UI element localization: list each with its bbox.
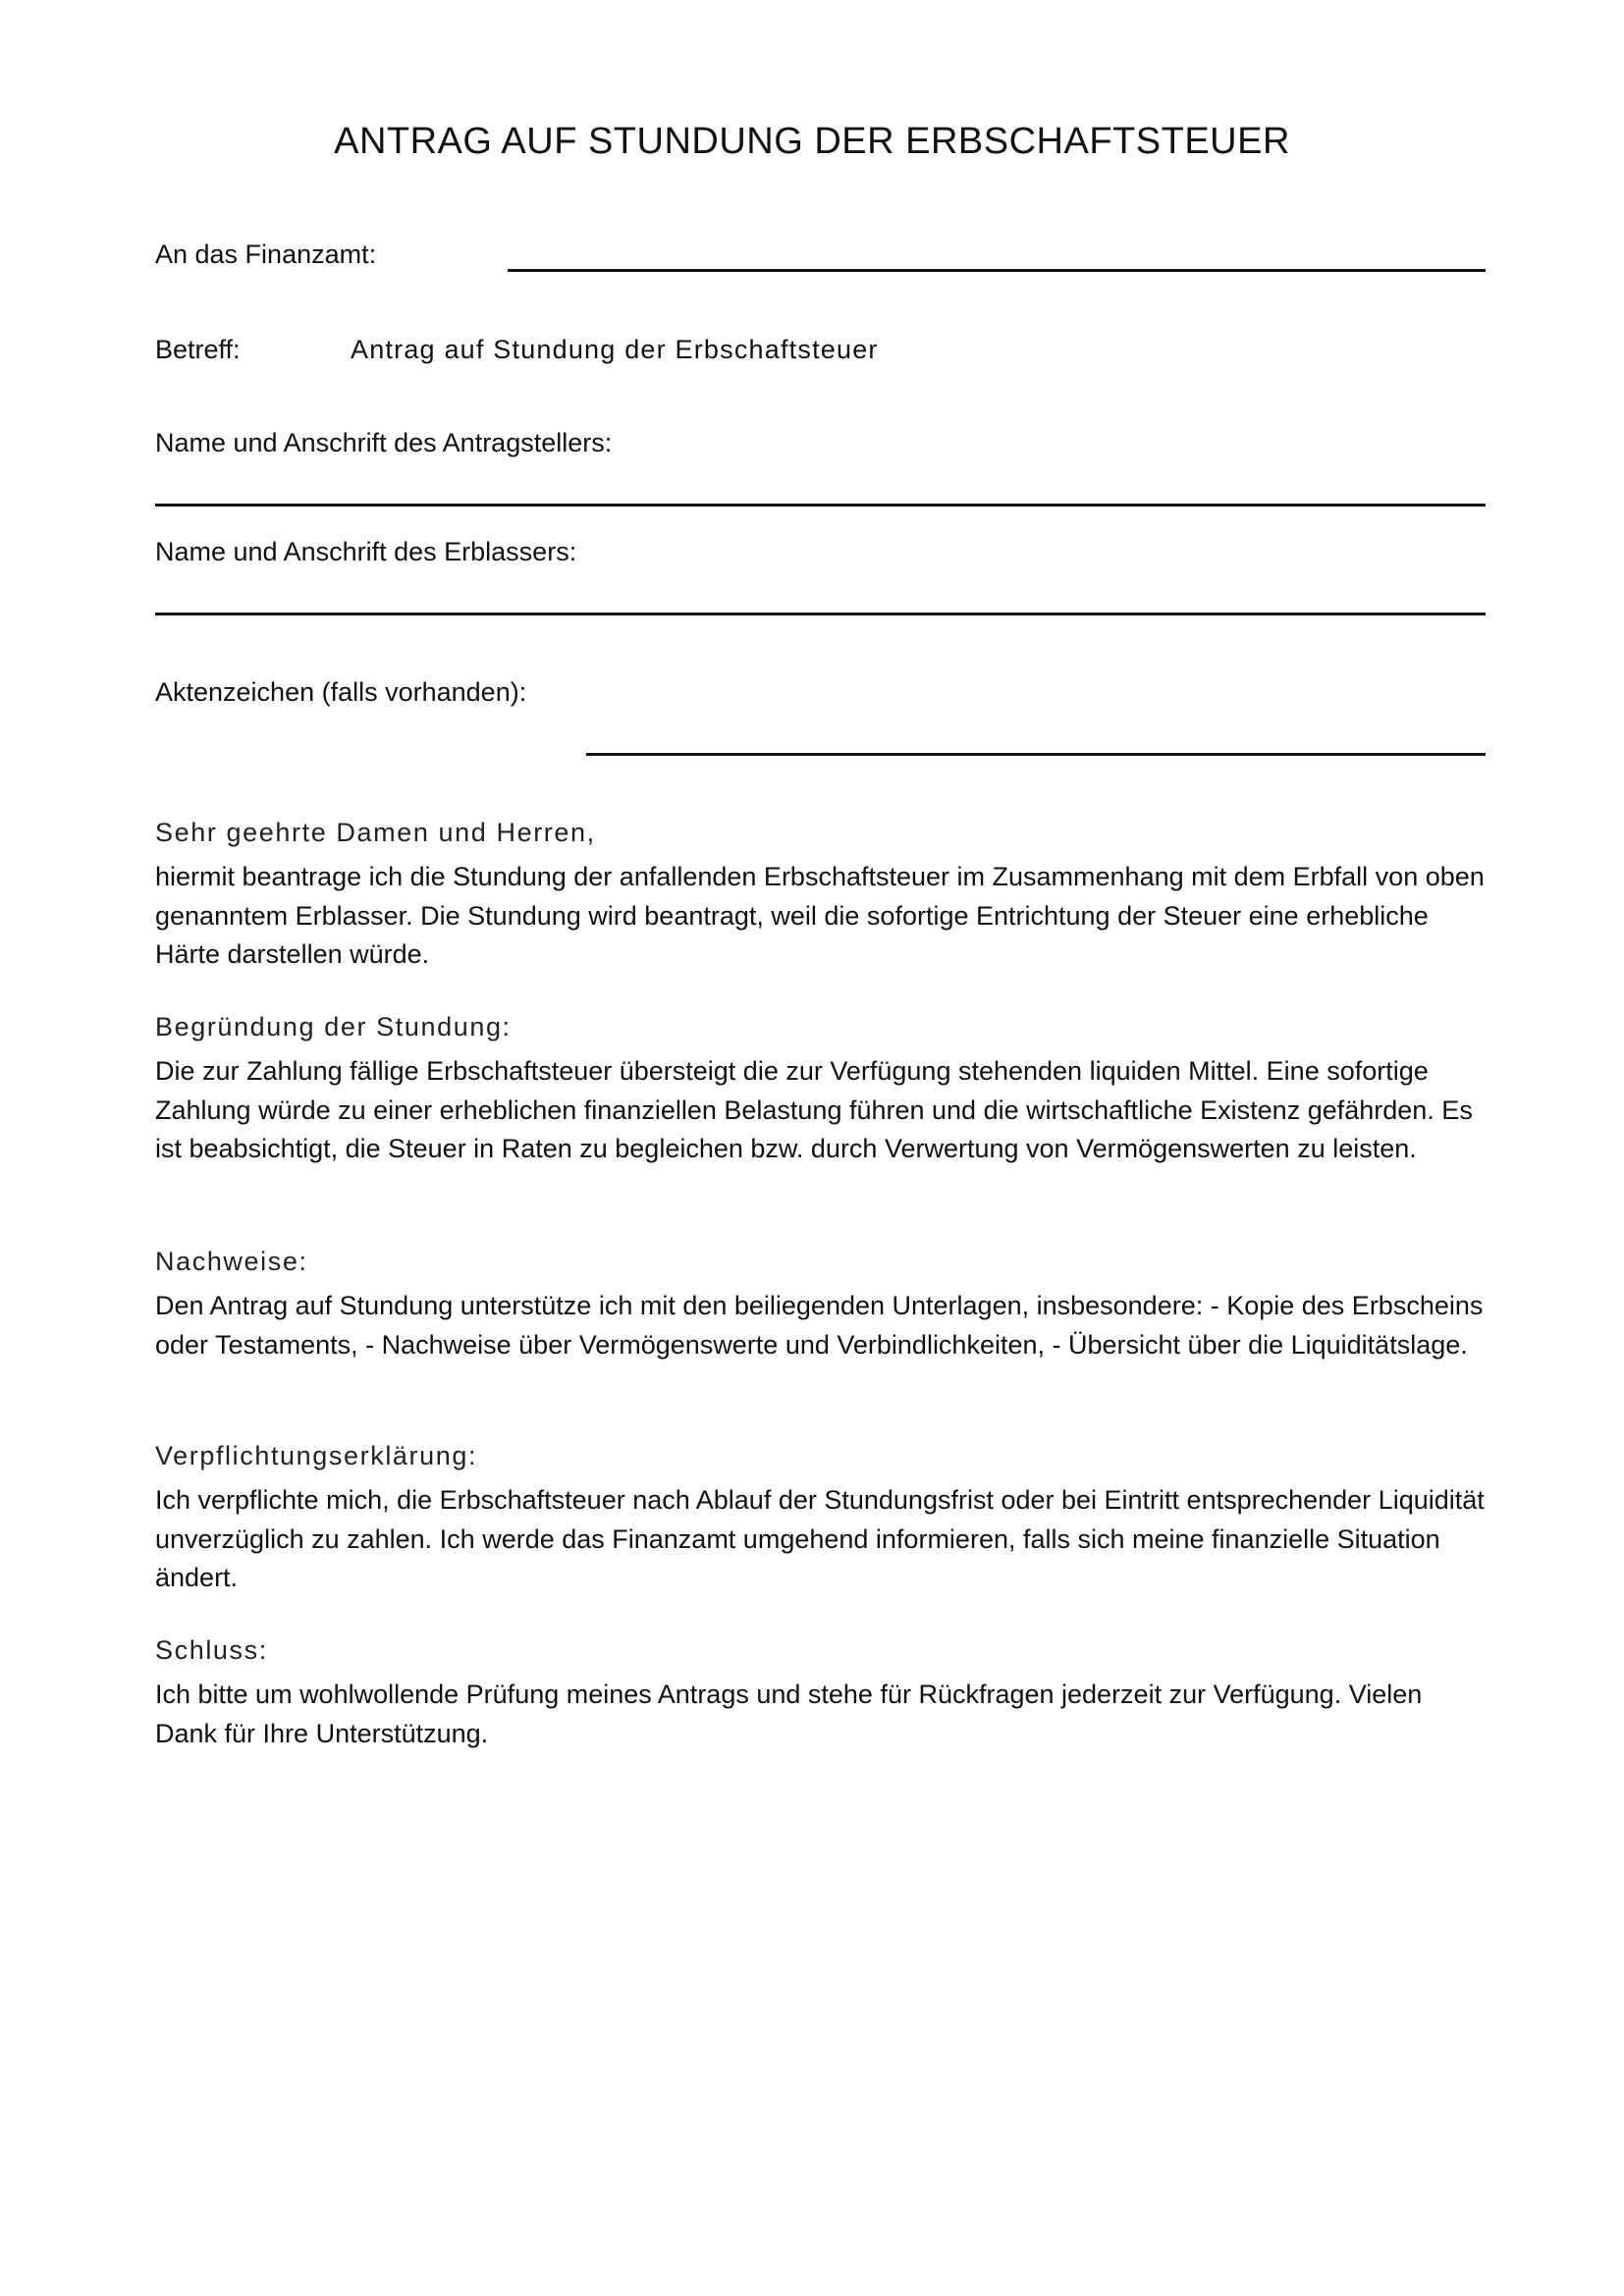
finanzamt-input-line[interactable] [508, 269, 1486, 272]
section-heading-nachweise: Nachweise: [155, 1247, 308, 1276]
section-heading-begruendung: Begründung der Stundung: [155, 1012, 512, 1041]
antragsteller-input-line[interactable] [155, 504, 1486, 507]
section-heading-verpflichtung: Verpflichtungserklärung: [155, 1441, 478, 1470]
betreff-value: Antrag auf Stundung der Erbschaftsteuer [351, 335, 879, 364]
aktenzeichen-input-line[interactable] [586, 753, 1486, 756]
section-text-verpflichtung: Ich verpflichte mich, die Erbschaftsteuer nach Ablauf der Stundungsfrist oder bei Eintritt entsprechender Liquidität unverzüglich zu zahlen. Ich werde das Finanzamt umgehend informieren, falls sich meine finanzielle Situation ändert. [155, 1485, 1485, 1592]
section-text-nachweise: Den Antrag auf Stundung unterstütze ich mit den beiliegenden Unterlagen, insbesondere: - Kopie des Erbscheins oder Testaments, - Nachweise über Vermögenswerte und Verbindlichkeiten, - Übersicht über die Liquiditätslage. [155, 1291, 1484, 1360]
section-heading-schluss: Schluss: [155, 1635, 268, 1665]
erblasser-input-line[interactable] [155, 613, 1486, 615]
betreff-label: Betreff: [155, 335, 241, 364]
intro-paragraph: hiermit beantrage ich die Stundung der anfallenden Erbschaftsteuer im Zusammenhang mit dem Erbfall von oben genanntem Erblasser. Die Stundung wird beantragt, weil die sofortige Entrichtung der Steuer eine erhebliche Härte darstellen würde. [155, 862, 1485, 969]
document-title: ANTRAG AUF STUNDUNG DER ERBSCHAFTSTEUER [334, 121, 1290, 162]
finanzamt-label: An das Finanzamt: [155, 240, 377, 269]
salutation: Sehr geehrte Damen und Herren, [155, 818, 596, 847]
section-text-begruendung: Die zur Zahlung fällige Erbschaftsteuer übersteigt die zur Verfügung stehenden liquiden Mittel. Eine sofortige Zahlung würde zu einer erheblichen finanziellen Belastung führen und die wirtschaftliche Existenz gefährden. Es ist beabsichtigt, die Steuer in Raten zu begleichen bzw. durch Verwertung von Vermögenswerten zu leisten. [155, 1056, 1473, 1163]
section-text-schluss: Ich bitte um wohlwollende Prüfung meines Antrags und stehe für Rückfragen jederzeit zur Verfügung. Vielen Dank für Ihre Unterstützung. [155, 1680, 1423, 1748]
erblasser-label: Name und Anschrift des Erblassers: [155, 537, 577, 566]
aktenzeichen-label: Aktenzeichen (falls vorhanden): [155, 677, 527, 707]
antragsteller-label: Name und Anschrift des Antragstellers: [155, 428, 613, 457]
